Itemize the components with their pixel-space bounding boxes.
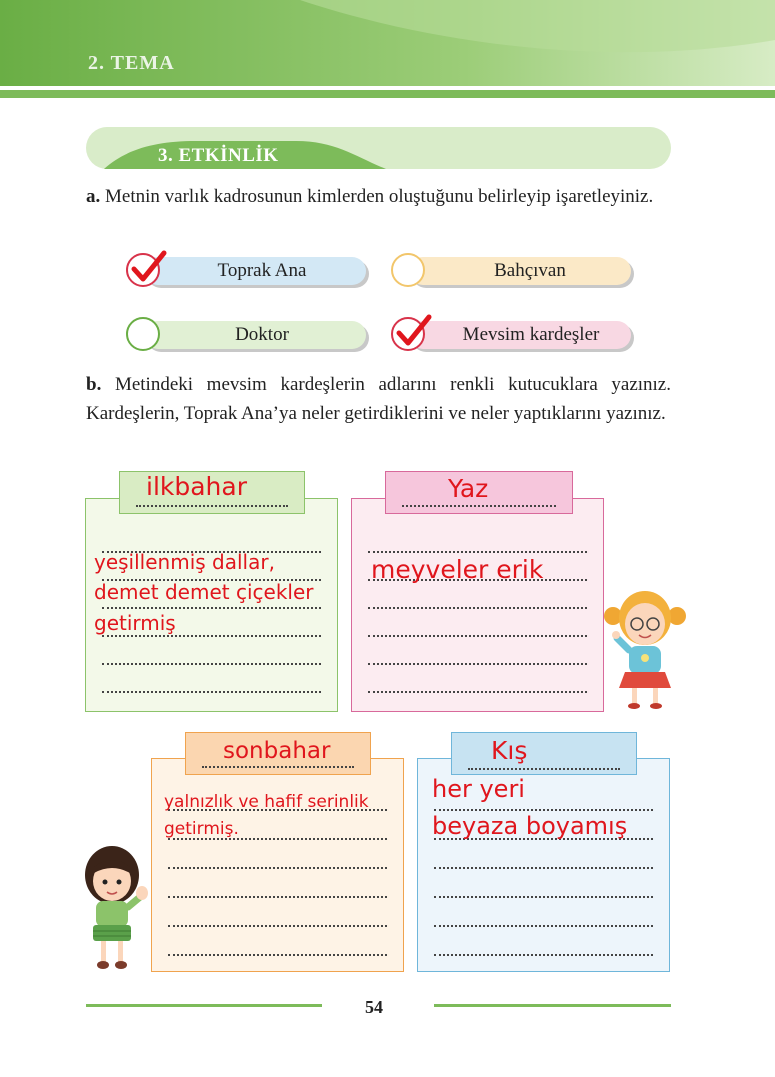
- option-mevsim-kardesler[interactable]: [391, 317, 636, 353]
- option-label: Toprak Ana: [217, 260, 307, 281]
- spring-answer-line3: getirmiş: [94, 611, 176, 635]
- autumn-answer-line1: yalnızlık ve hafif serinlik: [164, 792, 369, 812]
- summer-answer-line1: meyveler erik: [371, 555, 544, 584]
- option-label: Doktor: [235, 324, 289, 345]
- spring-answer-line2: demet demet çiçekler: [94, 580, 314, 604]
- checkmark-icon: [393, 313, 433, 353]
- spring-answer-line1: yeşillenmiş dallar,: [94, 550, 275, 574]
- option-toprak-ana[interactable]: [126, 253, 371, 289]
- autumn-name: sonbahar: [223, 738, 331, 764]
- spring-name: ilkbahar: [146, 472, 248, 501]
- option-bahcivan[interactable]: [391, 253, 636, 289]
- winter-answer-line2: beyaza boyamış: [432, 812, 628, 840]
- summer-name: Yaz: [448, 474, 489, 503]
- option-doktor[interactable]: [126, 317, 371, 353]
- option-checkbox[interactable]: [391, 253, 425, 287]
- question-a-letter: a.: [86, 186, 101, 207]
- option-label: Mevsim kardeşler: [462, 324, 600, 345]
- question-b: [86, 370, 671, 428]
- girl-waving-illustration: [80, 845, 150, 973]
- checkmark-icon: [128, 249, 168, 289]
- girl-with-glasses-illustration: [603, 588, 687, 714]
- question-a: [86, 182, 671, 211]
- footer-line-left: [86, 1004, 322, 1007]
- theme-label: 2. TEMA: [88, 52, 175, 74]
- page-number: 54: [365, 997, 383, 1017]
- option-checkbox[interactable]: [126, 317, 160, 351]
- autumn-box: [151, 758, 404, 972]
- autumn-answer-line2: getirmiş.: [164, 819, 239, 839]
- activity-title: 3. ETKİNLİK: [158, 145, 279, 166]
- header-band: [0, 0, 775, 100]
- question-b-letter: b.: [86, 374, 102, 395]
- spring-box: [85, 498, 338, 712]
- question-a-text: Metnin varlık kadrosunun kimlerden oluştuğunu belirleyip işaretleyiniz.: [105, 186, 654, 207]
- option-label: Bahçıvan: [494, 260, 566, 281]
- summer-box: [351, 498, 604, 712]
- winter-answer-line1: her yeri: [432, 775, 525, 803]
- question-b-text: Metindeki mevsim kardeşlerin adlarını renkli kutucuklara yazınız. Kardeşlerin, Toprak Ana’ya neler getirdiklerini ve neler yaptıklarını yazınız.: [86, 374, 671, 424]
- winter-tab: [451, 732, 637, 775]
- footer-line-right: [434, 1004, 671, 1007]
- winter-name: Kış: [491, 736, 528, 765]
